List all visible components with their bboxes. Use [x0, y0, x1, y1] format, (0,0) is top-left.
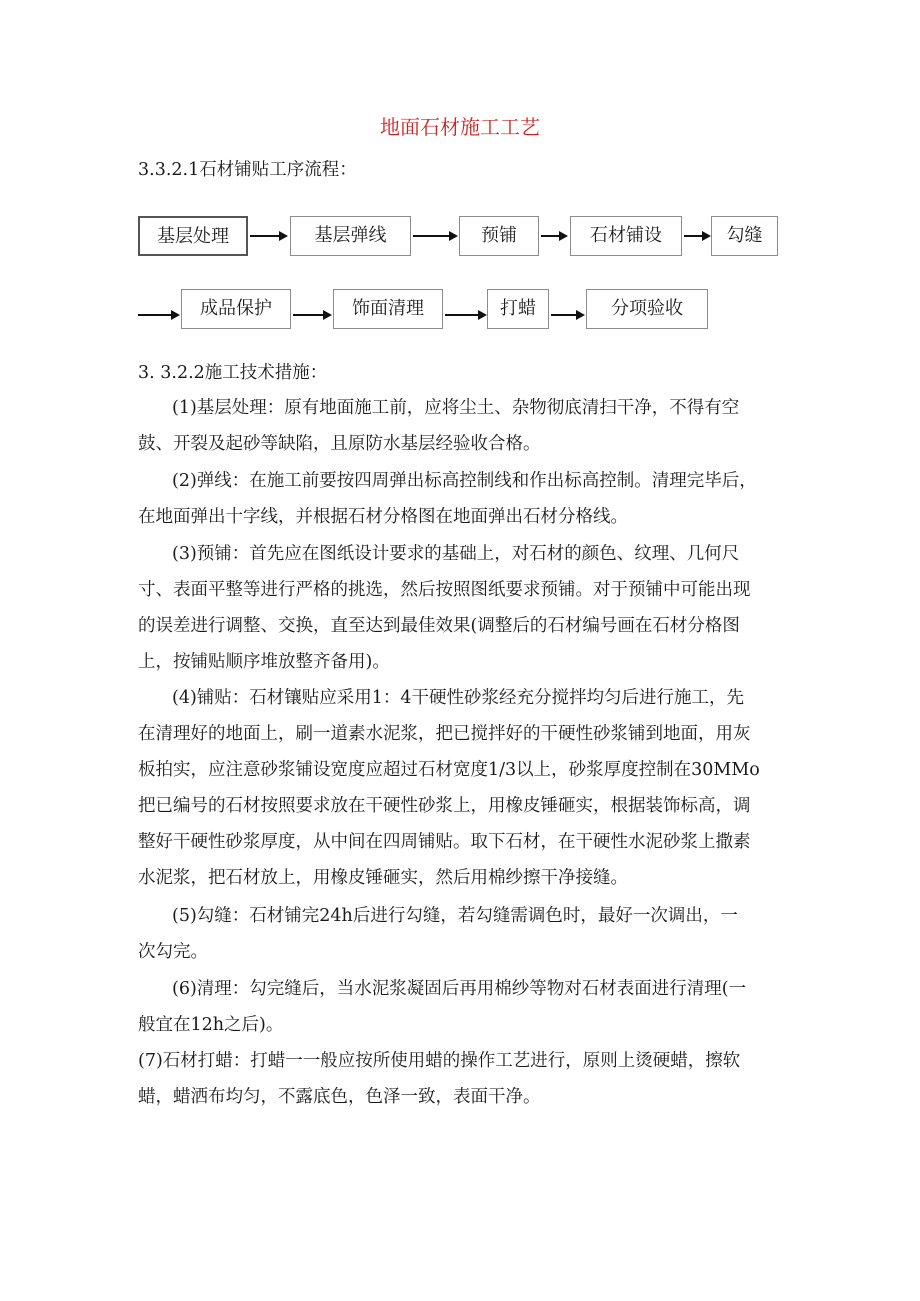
text-line: 次勾完。	[138, 942, 208, 962]
text-line: (1)基层处理：原有地面施工前，应将尘土、杂物彻底清扫干净，不得有空	[172, 398, 740, 418]
page-title: 地面石材施工工艺	[380, 115, 540, 139]
flow-arrow-icon	[541, 231, 568, 241]
text-line: 的误差进行调整、交换，直至达到最佳效果(调整后的石材编号画在石材分格图	[138, 616, 740, 636]
flow-arrow-icon	[293, 310, 332, 320]
text-line: (3)预铺：首先应在图纸设计要求的基础上，对石材的颜色、纹理、几何尺	[172, 544, 740, 564]
measures-section-heading: 3. 3.2.2施工技术措施：	[138, 363, 328, 383]
flow-section-heading: 3.3.2.1石材铺贴工序流程：	[138, 160, 357, 180]
flow-arrow-icon	[413, 231, 458, 241]
text-line: 在地面弹出十字线，并根据石材分格图在地面弹出石材分格线。	[138, 507, 628, 527]
text-line: (5)勾缝：石材铺完24h后进行勾缝，若勾缝需调色时，最好一次调出，一	[172, 906, 738, 926]
flow-step-base-marking: 基层弹线	[290, 216, 411, 256]
flow-step-pointing: 勾缝	[711, 216, 778, 256]
text-line: 在清理好的地面上，刷一道素水泥浆，把已搅拌好的干硬性砂浆铺到地面，用灰	[138, 724, 751, 744]
text-line: 把已编号的石材按照要求放在干硬性砂浆上，用橡皮锤砸实，根据装饰标高，调	[138, 796, 751, 816]
flow-step-finished-protection: 成品保护	[181, 289, 291, 329]
flow-step-pre-laying: 预铺	[459, 216, 539, 256]
text-line: 寸、表面平整等进行严格的挑选，然后按照图纸要求预铺。对于预铺中可能出现	[138, 580, 751, 600]
flow-arrow-icon	[250, 231, 288, 241]
text-line: 鼓、开裂及起砂等缺陷，且原防水基层经验收合格。	[138, 434, 541, 454]
text-line: (6)清理：勾完缝后，当水泥浆凝固后再用棉纱等物对石材表面进行清理(一	[172, 979, 747, 999]
text-line: 水泥浆，把石材放上，用橡皮锤砸实，然后用棉纱擦干净接缝。	[138, 868, 628, 888]
flow-step-acceptance: 分项验收	[586, 289, 708, 329]
text-line: (7)石材打蜡：打蜡一一般应按所使用蜡的操作工艺进行，原则上烫硬蜡，擦软	[138, 1051, 741, 1071]
text-line: (4)铺贴：石材镶贴应采用1：4干硬性砂浆经充分搅拌均匀后进行施工，先	[172, 688, 745, 708]
flow-arrow-icon	[684, 231, 711, 241]
flow-step-surface-cleaning: 饰面清理	[333, 289, 443, 329]
flow-arrow-icon	[138, 310, 180, 320]
flow-arrow-icon	[445, 310, 487, 320]
flow-step-base-treatment: 基层处理	[138, 216, 248, 256]
flow-step-waxing: 打蜡	[487, 289, 549, 329]
text-line: 蜡，蜡洒布均匀，不露底色，色泽一致，表面干净。	[138, 1087, 541, 1107]
text-line: 般宜在12h之后)。	[138, 1015, 284, 1035]
text-line: 上，按铺贴顺序堆放整齐备用)。	[138, 652, 390, 672]
text-line: 整好干硬性砂浆厚度，从中间在四周铺贴。取下石材，在干硬性水泥砂浆上撒素	[138, 832, 751, 852]
flow-arrow-icon	[551, 310, 585, 320]
text-line: 板拍实，应注意砂浆铺设宽度应超过石材宽度1/3以上，砂浆厚度控制在30MMo	[138, 760, 760, 780]
text-line: (2)弹线：在施工前要按四周弹出标高控制线和作出标高控制。清理完毕后，	[172, 471, 757, 491]
flow-step-stone-laying: 石材铺设	[570, 216, 682, 256]
